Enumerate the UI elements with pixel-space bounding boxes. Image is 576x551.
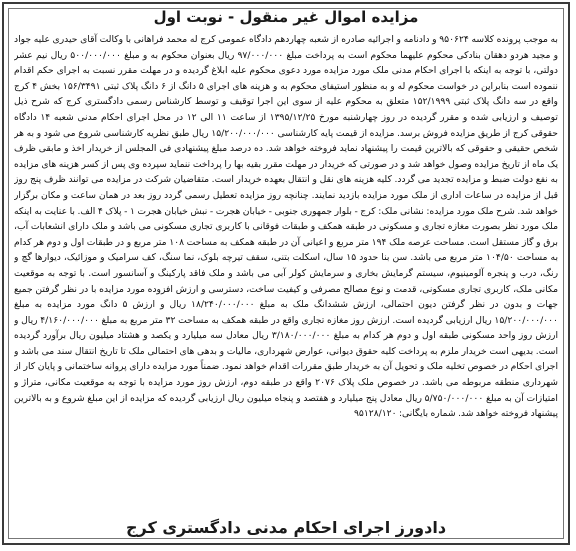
- notice-body: به موجب پرونده کلاسه ۹۵۰۶۲۴ و دادنامه و اجرائیه صادره از شعبه چهاردهم دادگاه عمومی کرج له محمد فراهانی با وکالت آقای حیدری علیه جواد و مجید هردو دهقان بنادکی محکوم علیهما محکوم است به پرداخت مبلغ ۹۷/۰۰۰/۰۰۰ ریال بعنوان محکوم به و مبلغ ۵۰۰/۰۰۰/۰۰۰ ریال نیم عشر دولتی، با توجه به اینکه با اجرای احکام مدنی ملک مورد مزایده مورد دعوی محکوم علیه ابلاغ گردیده و در مهلت مقرر نسبت به اجرای حکم اقدام ننموده است بنابراین در خواست محکوم له و به منظور استیفای محکوم به و هزینه های اجرای ۵ دانگ از ۶ دانگ پلاک ثبتی ۱۵۶/۳۴۹۱ بخش ۴ کرج واقع در سه دانگ پلاک ثبتی ۱۵۲/۱۹۹۹ متعلق به محکوم علیه از سوی این اجرا توقیف و توسط کارشناس رسمی دادگستری کرج که شرح ذیل توصیف و ارزیابی شده و مقرر گردیده در روز چهارشنبه مورخ ۱۳۹۵/۱۲/۲۵ از ساعت ۱۱ الی ۱۲ در محل اجرای احکام مدنی شعبه ۱۴ دادگاه حقوقی کرج از طریق مزایده فروش برسد. مزایده از قیمت پایه کارشناسی ۱۵/۲۰۰/۰۰۰/۰۰۰ ریال طبق نظریه کارشناسی شروع می شود و به هر شخص حقیقی و حقوقی که بالاترین قیمت را پیشنهاد نماید فروخته خواهد شد. ده درصد مبلغ پیشنهادی فی المجلس از خریدار اخذ و مابقی ظرف یک ماه از تاریخ مزایده وصول خواهد شد و در صورتی که خریدار در مهلت مقرر بقیه بها را پرداخت ننماید سپرده وی پس از کسر هزینه های مزایده به نفع دولت ضبط و مزایده تجدید می گردد. کلیه هزینه های نقل و انتقال بعهده خریدار است. متقاضیان شرکت در مزایده می توانند ظرف پنج روز قبل از مزایده در ساعات اداری از ملک مورد مزایده بازدید نمایند. چنانچه روز مزایده تعطیل رسمی گردد روز بعد در همان ساعت و مکان برگزار خواهد شد. شرح ملک مورد مزایده: نشانی ملک: کرج - بلوار جمهوری جنوبی - خیابان هجرت - نبش خیابان هجرت ۱ - پلاک ۴ الف. با عنایت به اینکه ملک مورد نظر بصورت مغازه تجاری و مسکونی در طبقه همکف و طبقات فوقانی با کاربری تجاری مسکونی می باشد و ملک دارای انشعابات آب، برق و گاز مستقل است. مساحت عرصه ملک ۱۹۴ متر مربع و اعیانی آن در طبقه همکف به مساحت ۱۰۸ متر مربع و در طبقات اول و دوم هر کدام به مساحت ۱۰۴/۵۰ متر مربع می باشد. سن بنا حدود ۱۵ سال، اسکلت بتنی، سقف تیرچه بلوک، نما سنگ، کف سرامیک و موزائیک، دیوارها گچ و رنگ، درب و پنجره آلومینیوم، سیستم گرمایش بخاری و سرمایش کولر آبی می باشد و ملک فاقد پارکینگ و آسانسور است. با توجه به موقعیت مکانی ملک، کاربری تجاری مسکونی، قدمت و نوع مصالح مصرفی و کیفیت ساخت، دسترسی و ارزش افزوده مورد مزایده با در نظر گرفتن جمیع جهات و بدون در نظر گرفتن دیون احتمالی، ارزش ششدانگ ملک به مبلغ ۱۸/۲۴۰/۰۰۰/۰۰۰ ریال و ارزش ۵ دانگ مورد مزایده به مبلغ ۱۵/۲۰۰/۰۰۰/۰۰۰ ریال ارزیابی گردیده است. ارزش روز مغازه تجاری واقع در طبقه همکف به مساحت ۳۲ متر مربع به مبلغ ۴/۱۶۰/۰۰۰/۰۰۰ ریال و ارزش روز واحد مسکونی طبقه اول و دوم هر کدام به مبلغ ۳/۱۸۰/۰۰۰/۰۰۰ ریال معادل سه میلیارد و یکصد و هشتاد میلیون ریال برآورد گردیده است. بدیهی است خریدار ملزم به پرداخت کلیه حقوق دیوانی، عوارض شهرداری، مالیات و بدهی های احتمالی ملک تا تاریخ انتقال سند می باشد و اجرای احکام در خصوص تخلیه ملک و تحویل آن به خریدار طبق مقررات اقدام خواهد نمود. ضمناً مورد مزایده دارای پروانه ساختمانی و پایان کار از شهرداری منطقه مربوطه می باشد. در خصوص ملک پلاک ۲۰۷۶ واقع در طبقه دوم، ارزش روز مورد مزایده با توجه به موقعیت مکانی، متراژ و امتیازات آن به مبلغ ۵/۷۵۰/۰۰۰/۰۰۰ ریال معادل پنج میلیارد و هفتصد و پنجاه میلیون ریال ارزیابی گردیده که مزایده از این مبلغ شروع و به بالاترین پیشنهاد فروخته خواهد شد. شماره بایگانی: ۹۵۱۲۸/۱۲۰: [14, 34, 558, 420]
- notice-title: مزایده اموال غیر منقول - نوبت اول: [153, 8, 419, 26]
- notice-signature: دادورز اجرای احکام مدنی دادگستری کرج: [125, 518, 447, 537]
- notice-frame: [2, 2, 570, 545]
